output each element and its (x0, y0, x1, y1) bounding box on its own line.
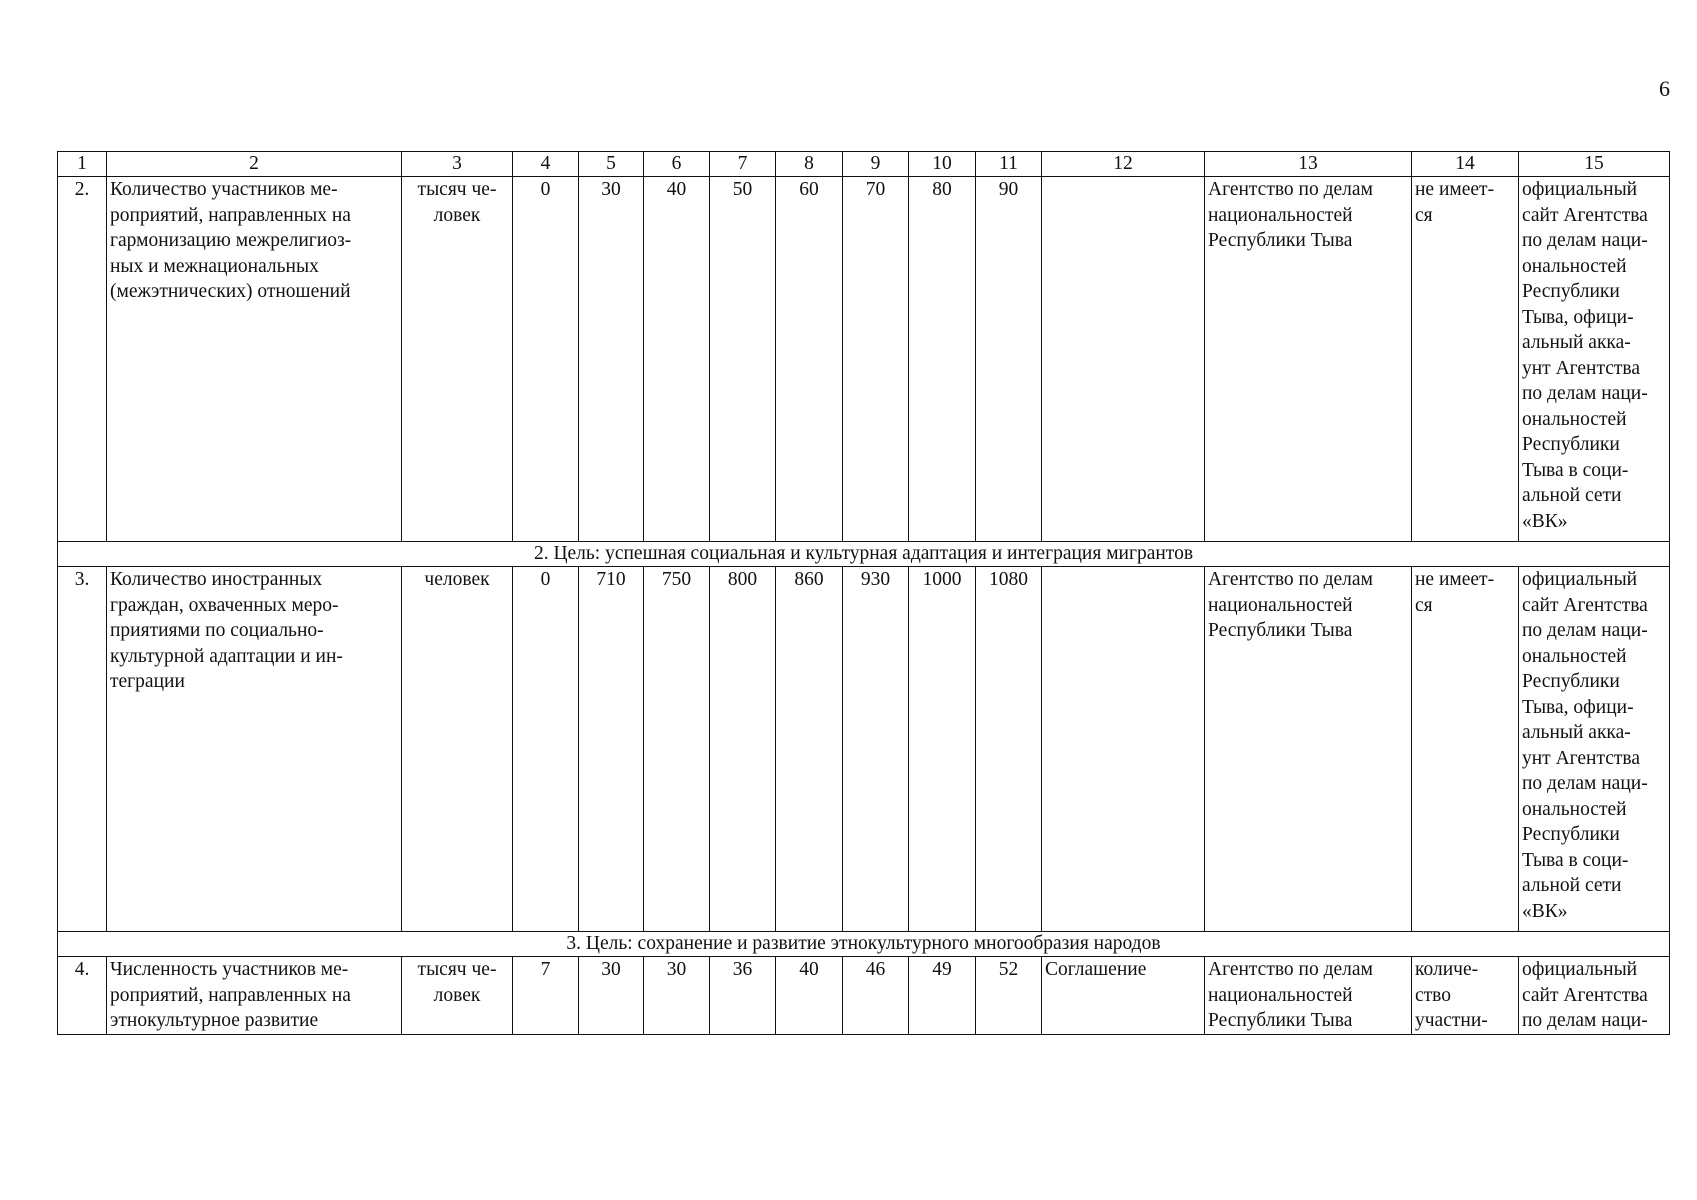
header-cell: 14 (1412, 152, 1519, 177)
header-cell: 3 (402, 152, 513, 177)
header-cell: 9 (843, 152, 909, 177)
page-number: 6 (1659, 76, 1670, 101)
goal-heading: 2. Цель: успешная социальная и культурная адаптация и интеграция мигрантов (58, 542, 1670, 567)
table-row (58, 567, 1670, 932)
header-cell: 7 (710, 152, 776, 177)
header-cell: 1 (58, 152, 107, 177)
header-cell: 12 (1042, 152, 1205, 177)
value-cell: 36 (710, 957, 776, 1035)
row-number: 3. (58, 567, 107, 932)
value-cell: 90 (976, 177, 1042, 542)
value-cell: 0 (513, 567, 579, 932)
table-row (58, 957, 1670, 1035)
source-cell: официальный сайт Агентства по делам наци- ональностей Республики Тыва, офици- альный акка- унт Агентства по делам наци- ональностей Республики Тыва в соци- альной сети «ВК» (1519, 177, 1670, 542)
value-cell: 30 (644, 957, 710, 1035)
header-cell: 4 (513, 152, 579, 177)
value-cell: 30 (579, 177, 644, 542)
value-cell: 40 (644, 177, 710, 542)
header-cell: 11 (976, 152, 1042, 177)
value-cell: 750 (644, 567, 710, 932)
document-cell: Соглашение (1042, 957, 1205, 1035)
relation-cell: не имеет- ся (1412, 177, 1519, 542)
unit: тысяч че- ловек (402, 957, 513, 1035)
unit: тысяч че- ловек (402, 177, 513, 542)
value-cell: 800 (710, 567, 776, 932)
value-cell: 710 (579, 567, 644, 932)
value-cell: 80 (909, 177, 976, 542)
value-cell: 1080 (976, 567, 1042, 932)
value-cell: 49 (909, 957, 976, 1035)
document-cell (1042, 567, 1205, 932)
value-cell: 1000 (909, 567, 976, 932)
header-cell: 8 (776, 152, 843, 177)
value-cell: 930 (843, 567, 909, 932)
value-cell: 46 (843, 957, 909, 1035)
responsible-cell: Агентство по делам национальностей Республики Тыва (1205, 177, 1412, 542)
table-row (58, 177, 1670, 542)
value-cell: 860 (776, 567, 843, 932)
row-number: 4. (58, 957, 107, 1035)
header-cell: 10 (909, 152, 976, 177)
header-cell: 2 (107, 152, 402, 177)
value-cell: 52 (976, 957, 1042, 1035)
value-cell: 30 (579, 957, 644, 1035)
document-cell (1042, 177, 1205, 542)
goal-heading: 3. Цель: сохранение и развитие этнокультурного многообразия народов (58, 932, 1670, 957)
responsible-cell: Агентство по делам национальностей Республики Тыва (1205, 567, 1412, 932)
header-cell: 6 (644, 152, 710, 177)
indicator-name: Количество участников ме- роприятий, направленных на гармонизацию межрелигиоз- ных и межнациональных (межэтнических) отношений (107, 177, 402, 542)
indicators-table (57, 151, 1670, 1035)
value-cell: 40 (776, 957, 843, 1035)
value-cell: 70 (843, 177, 909, 542)
value-cell: 7 (513, 957, 579, 1035)
unit: человек (402, 567, 513, 932)
indicator-name: Численность участников ме- роприятий, направленных на этнокультурное развитие (107, 957, 402, 1035)
row-number: 2. (58, 177, 107, 542)
relation-cell: не имеет- ся (1412, 567, 1519, 932)
source-cell: официальный сайт Агентства по делам наци- ональностей Республики Тыва, офици- альный акка- унт Агентства по делам наци- ональностей Республики Тыва в соци- альной сети «ВК» (1519, 567, 1670, 932)
header-cell: 5 (579, 152, 644, 177)
value-cell: 0 (513, 177, 579, 542)
header-cell: 15 (1519, 152, 1670, 177)
goal-row (58, 542, 1670, 567)
value-cell: 50 (710, 177, 776, 542)
column-number-row (58, 152, 1670, 177)
relation-cell: количе- ство участни- (1412, 957, 1519, 1035)
value-cell: 60 (776, 177, 843, 542)
header-cell: 13 (1205, 152, 1412, 177)
goal-row (58, 932, 1670, 957)
responsible-cell: Агентство по делам национальностей Республики Тыва (1205, 957, 1412, 1035)
source-cell: официальный сайт Агентства по делам наци- (1519, 957, 1670, 1035)
indicator-name: Количество иностранных граждан, охваченных меро- приятиями по социально- культурной адаптации и ин- теграции (107, 567, 402, 932)
